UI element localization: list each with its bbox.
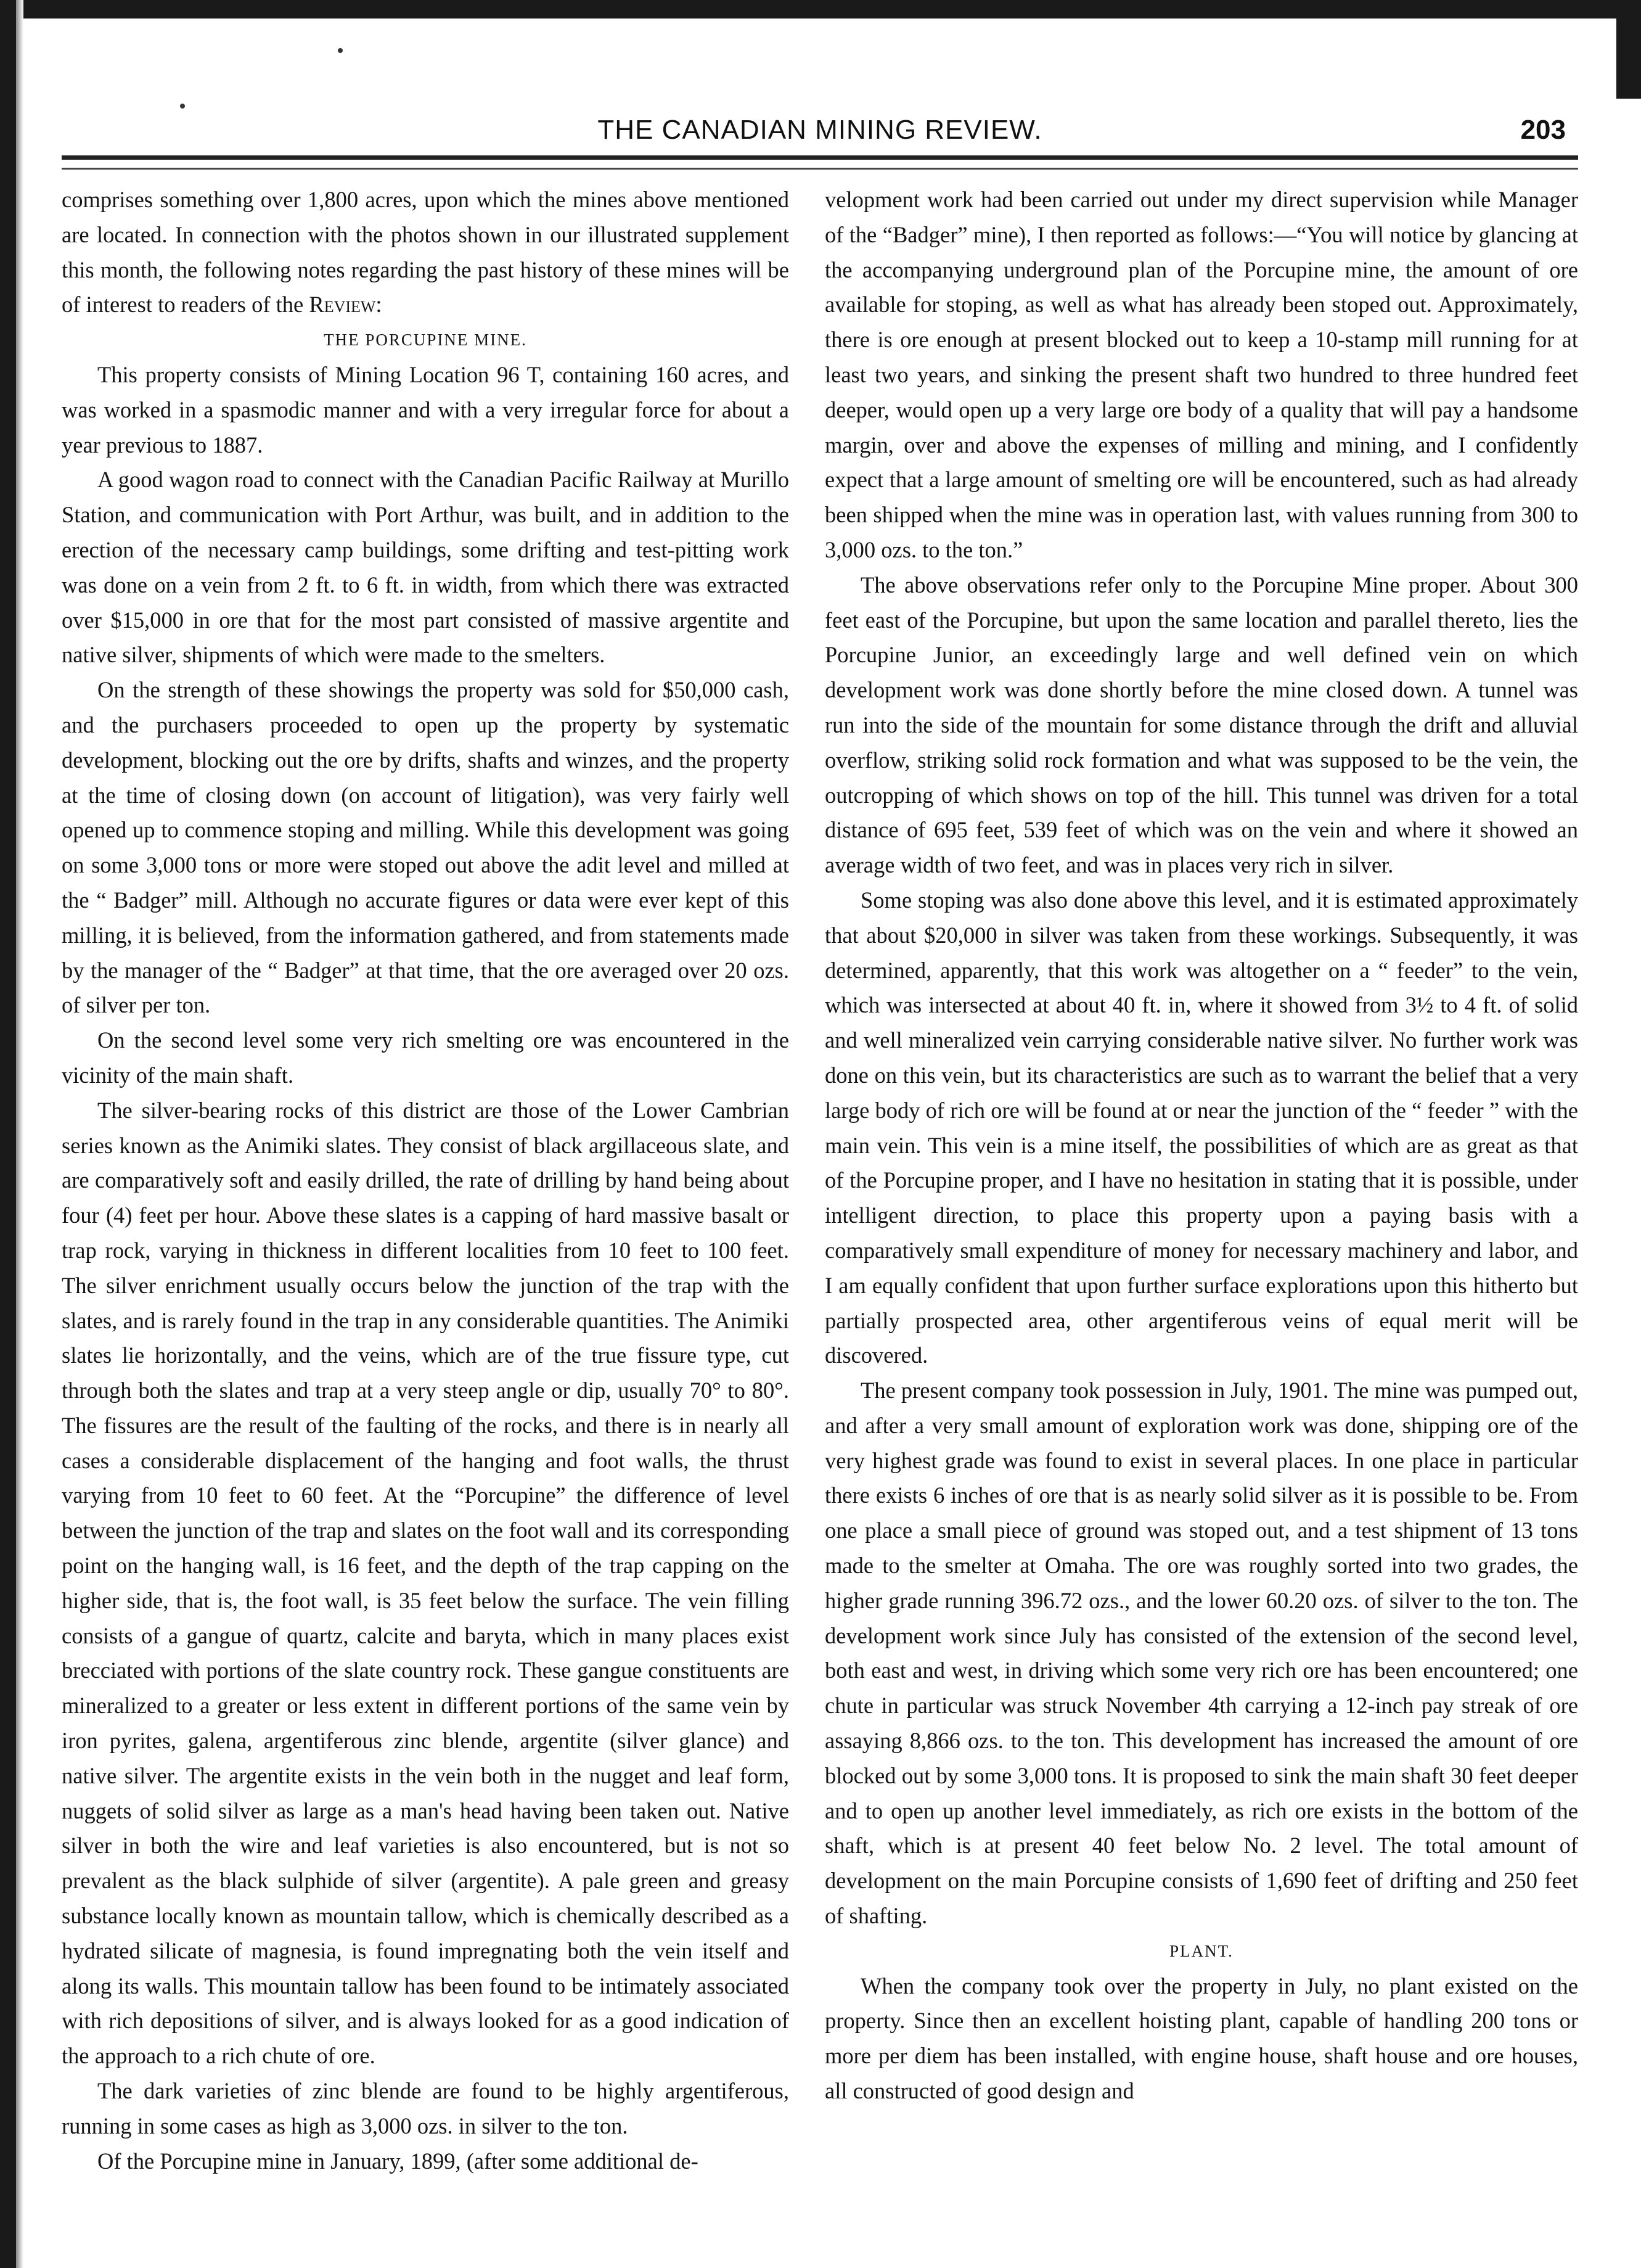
paragraph: The dark varieties of zinc blende are found to be highly argentiferous, running in some cases as high as 3,000 ozs. in silver to the ton. bbox=[62, 2078, 789, 2139]
paragraph: This property consists of Mining Location 96 T, containing 160 acres, and was worked in a spasmodic manner and with a very irregular force for about a year previous to 1887. bbox=[62, 361, 789, 458]
header-rule-thin bbox=[62, 168, 1578, 170]
paragraph: The present company took possession in July, 1901. The mine was pumped out, and after a very small amount of exploration work was done, shipping ore of the very highest grade was found to exist in several places. In one place in particular there exists 6 inches of ore that is as nearly solid silver as it is possible to be. From one place a small piece of ground was stoped out, and a test shipment of 13 tons made to the smelter at Omaha. The ore was roughly sorted into two grades, the higher grade running 396.72 ozs., and the lower 60.20 ozs. of silver to the ton. The development work since July has consisted of the extension of the second level, both east and west, in driving which some very rich ore has been encountered; one chute in particular was struck November 4th carrying a 12-inch pay streak of ore assaying 8,866 ozs. to the ton. This development has increased the amount of ore blocked out by some 3,000 tons. It is proposed to sink the main shaft 30 feet deeper and to open up another level immediately, as rich ore exists in the bottom of the shaft, which is at present 40 feet below No. 2 level. The total amount of development on the main Porcupine consists of 1,690 feet of drifting and 250 feet of shafting. bbox=[825, 1378, 1578, 1929]
paragraph: On the strength of these showings the property was sold for $50,000 cash, and the purchasers proceeded to open up the property by systematic development, blocking out the ore by drifts, shafts and winzes, and the property at the time of closing down (on account of litigation), was very fairly well opened up to commence stoping and milling. While this development was going on some 3,000 tons or more were stoped out above the adit level and milled at the “ Badger” mill. Although no accurate figures or data were ever kept of this milling, it is believed, from the information gathered, and from statements made by the manager of the “ Badger” at that time, that the ore averaged over 20 ozs. of silver per ton. bbox=[62, 677, 789, 1018]
intro-text: comprises something over 1,800 acres, upon which the mines above mentioned are located. In connection with the photos shown in our illustrated supplement this month, the following notes regarding the past history of these mines will be of interest to readers of the bbox=[62, 187, 789, 318]
right-scan-border bbox=[1616, 0, 1641, 99]
paragraph: A good wagon road to connect with the Canadian Pacific Railway at Murillo Station, and communication with Port Arthur, was built, and in addition to the erection of the necessary camp buildings, some drifting and test-pitting work was done on a vein from 2 ft. to 6 ft. in width, from which there was extracted over $15,000 in ore that for the most part consisted of massive argentite and native silver, shipments of which were made to the smelters. bbox=[62, 467, 789, 668]
left-scan-border bbox=[0, 0, 16, 2268]
paragraph: On the second level some very rich smelting ore was encountered in the vicinity of the main shaft. bbox=[62, 1027, 789, 1088]
section-heading-porcupine-mine: THE PORCUPINE MINE. bbox=[324, 331, 527, 350]
binding-shadow bbox=[16, 0, 23, 2268]
journal-name: Review: bbox=[309, 292, 382, 318]
page-number: 203 bbox=[1520, 115, 1566, 145]
intro-paragraph bbox=[62, 183, 789, 323]
paragraph: The silver-bearing rocks of this district are those of the Lower Cambrian series known as the Animiki slates. They consist of black argillaceous slate, and are comparatively soft and easily drilled, the rate of drilling by hand being about four (4) feet per hour. Above these slates is a capping of hard massive basalt or trap rock, varying in thickness in different localities from 10 feet to 100 feet. The silver enrichment usually occurs below the junction of the trap with the slates, and is rarely found in the trap in any considerable quantities. The Animiki slates lie horizontally, and the veins, which are of the true fissure type, cut through both the slates and trap at a very steep angle or dip, usually 70° to 80°. The fissures are the result of the faulting of the rocks, and there is in nearly all cases a considerable displacement of the hanging and foot walls, the thrust varying from 10 feet to 60 feet. At the “Porcupine” the difference of level between the junction of the trap and slates on the foot wall and its corresponding point on the hanging wall, is 16 feet, and the depth of the trap capping on the higher side, that is, the foot wall, is 35 feet below the surface. The vein filling consists of a gangue of quartz, calcite and baryta, which in many places exist brecciated with portions of the slate country rock. These gangue constituents are mineralized to a greater or less extent in different portions of the same vein by iron pyrites, galena, argentiferous zinc blende, argentite (silver glance) and native silver. The argentite exists in the vein both in the nugget and leaf form, nuggets of solid silver as large as a man's head having been taken out. Native silver in both the wire and leaf varieties is also encountered, but is not so prevalent as the black sulphide of silver (argentite). A pale green and greasy substance locally known as mountain tallow, which is chemically described as a hydrated silicate of magnesia, is found impregnating both the vein itself and along its walls. This mountain tallow has been found to be intimately associated with rich depositions of silver, and is always looked for as a good indication of the approach to a rich chute of ore. bbox=[62, 1097, 789, 2069]
running-head bbox=[74, 115, 1566, 149]
section-heading-plant: PLANT. bbox=[1169, 1941, 1234, 1960]
scan-speck bbox=[180, 104, 185, 109]
paragraph: The above observations refer only to the Porcupine Mine proper. About 300 feet east of the Porcupine, but upon the same location and parallel thereto, lies the Porcupine Junior, an exceedingly large and well defined vein on which development work was done shortly before the mine closed down. A tunnel was run into the side of the mountain for some distance through the drift and alluvial overflow, striking solid rock formation and what was supposed to be the vein, the outcropping of which shows on top of the hill. This tunnel was driven for a total distance of 695 feet, 539 feet of which was on the vein and where it showed an average width of two feet, and was in places very rich in silver. bbox=[825, 572, 1578, 878]
paragraph: Of the Porcupine mine in January, 1899, (after some additional de- bbox=[97, 2148, 698, 2174]
right-column bbox=[825, 183, 1578, 2242]
scan-speck bbox=[338, 48, 343, 53]
header-rule bbox=[62, 155, 1578, 160]
paragraph: When the company took over the property in July, no plant existed on the property. Since then an excellent hoisting plant, capable of handling 200 tons or more per diem has been installed, with engine house, shaft house and ore houses, all constructed of good design and bbox=[825, 1973, 1578, 2104]
journal-title: THE CANADIAN MINING REVIEW. bbox=[597, 115, 1042, 145]
left-column bbox=[62, 183, 789, 2242]
top-scan-border bbox=[0, 0, 1641, 18]
paragraph: Some stoping was also done above this level, and it is estimated approximately that about $20,000 in silver was taken from these workings. Subsequently, it was determined, apparently, that this work was altogether on a “ feeder” to the vein, which was intersected at about 40 ft. in, where it showed from 3½ to 4 ft. of solid and well mineralized vein carrying considerable native silver. No further work was done on this vein, but its characteristics are such as to warrant the belief that a very large body of rich ore will be found at or near the junction of the “ feeder ” with the main vein. This vein is a mine itself, the possibilities of which are as great as that of the Porcupine proper, and I have no hesitation in stating that it is possible, under intelligent direction, to place this property upon a paying basis with a comparatively small expenditure of money for necessary machinery and labor, and I am equally confident that upon further surface explorations upon this hitherto but partially prospected area, other argentiferous veins of equal merit will be discovered. bbox=[825, 887, 1578, 1368]
paragraph: velopment work had been carried out under my direct supervision while Manager of the “Badger” mine), I then reported as follows:—“You will notice by glancing at the accompanying underground plan of the Porcupine mine, the amount of ore available for stoping, as well as what has already been stoped out. Approximately, there is ore enough at present blocked out to keep a 10-stamp mill running for at least two years, and sinking the present shaft two hundred to three hundred feet deeper, would open up a very large ore body of a quality that will pay a handsome margin, over and above the expenses of milling and mining, and I confidently expect that a large amount of smelting ore will be encountered, such as had already been shipped when the mine was in operation last, with values running from 300 to 3,000 ozs. to the ton.” bbox=[825, 187, 1578, 562]
